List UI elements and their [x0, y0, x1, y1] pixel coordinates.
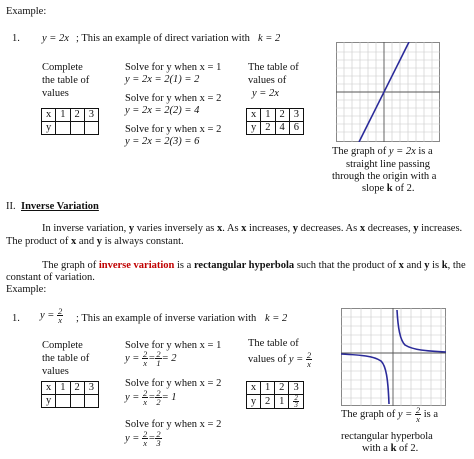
solve-title: Solve for y when x = 1 [125, 340, 222, 351]
table-cell [84, 122, 98, 135]
table-cell: x [42, 109, 56, 122]
table-cell [70, 122, 84, 135]
instruction-line: Complete [42, 340, 83, 351]
k-value-direct: k = 2 [258, 33, 281, 44]
solve-equation: y = 2x = 2(3) = 6 [125, 136, 200, 147]
table-cell: x [247, 109, 261, 122]
caption-slope [362, 183, 415, 194]
table-cell: x [247, 382, 261, 395]
result-label: The table of [248, 338, 299, 349]
result-label-with-eq: values of y = $\frac{2}{x}$ [248, 350, 312, 369]
section-title: Inverse Variation [21, 201, 99, 212]
caption-text: slope [362, 183, 385, 194]
instruction-line: the table of [42, 353, 90, 364]
caption-text: The graph of [332, 146, 387, 157]
solve-equation: y = 2x = 2(2) = 4 [125, 105, 200, 116]
table-cell: y [42, 395, 56, 408]
instruction-line: values [42, 366, 69, 377]
table-cell: y [42, 122, 56, 135]
table-cell: 1 [261, 382, 275, 395]
item-number-2: 1. [12, 313, 20, 324]
table-cell [56, 395, 70, 408]
example-heading-1: Example: [6, 6, 47, 17]
solve-title: Solve for y when x = 1 [125, 62, 222, 73]
table-cell: 2 [70, 382, 84, 395]
values-table-blank-1 [41, 108, 99, 135]
caption-text: of 2. [395, 183, 415, 194]
table-cell: 3 [289, 382, 304, 395]
paragraph-hyperbola-line1: The graph of inverse variation is a rectangular hyperbola such that the product of x and y is k, the [42, 260, 466, 271]
solve-title: Solve for y when x = 2 [125, 124, 222, 135]
table-cell: 3 [289, 109, 303, 122]
fraction: $\frac{2}{x}$ [58, 306, 63, 325]
table-cell: 2 [261, 395, 275, 409]
paragraph-inverse-line2: The product of x and y is always constant. [6, 236, 184, 247]
values-table-filled-2 [246, 381, 304, 409]
result-label: The table of [248, 62, 299, 73]
table-cell: 3 [84, 382, 98, 395]
description-direct: ; This an example of direct variation with [76, 33, 250, 44]
values-table-blank-2 [41, 381, 99, 408]
table-cell: 1 [275, 395, 289, 409]
k-value-inverse: k = 2 [265, 313, 288, 324]
example-heading-2: Example: [6, 284, 47, 295]
table-cell-fraction: $\frac{2}{3}$ [289, 395, 304, 409]
inverse-variation-graph [341, 308, 446, 406]
solve-equation: y = 2x = 2(1) = 2 [125, 74, 200, 85]
result-equation: y = 2x [252, 88, 279, 99]
table-cell: 2 [275, 382, 289, 395]
caption-text: is a [418, 146, 433, 157]
table-cell: 6 [289, 122, 303, 135]
equation-direct: y = 2x [42, 33, 69, 44]
table-cell [70, 395, 84, 408]
section-numeral: II. [6, 201, 16, 212]
table-cell: y [247, 122, 261, 135]
solve-title: Solve for y when x = 2 [125, 378, 222, 389]
table-cell: 2 [70, 109, 84, 122]
instruction-line: the table of [42, 75, 90, 86]
caption-line: through the origin with a [332, 171, 437, 182]
direct-variation-graph [336, 42, 440, 142]
table-cell: 3 [84, 109, 98, 122]
caption-equation: y = 2x [388, 146, 416, 157]
solve-title: Solve for y when x = 2 [125, 93, 222, 104]
description-inverse: ; This an example of inverse variation with [76, 313, 257, 324]
table-cell: 1 [56, 382, 70, 395]
caption-line: straight line passing [346, 159, 430, 170]
solve-equation: y = $\frac{2}{x}$ = $\frac{2}{2}$ = 1 [125, 388, 177, 407]
values-table-filled-1 [246, 108, 304, 135]
table-cell [56, 122, 70, 135]
graph-caption-1 [332, 146, 433, 157]
graph-caption-2: The graph of y = $\frac{2}{x}$ is a [341, 405, 439, 424]
instruction-line: values [42, 88, 69, 99]
caption-k: k [386, 183, 393, 194]
solve-title: Solve for y when x = 2 [125, 419, 222, 430]
table-cell: 2 [275, 109, 289, 122]
table-cell: 2 [261, 122, 275, 135]
table-cell: 1 [261, 109, 275, 122]
result-label: values of [248, 75, 287, 86]
instruction-line: Complete [42, 62, 83, 73]
table-cell: 4 [275, 122, 289, 135]
table-cell: x [42, 382, 56, 395]
caption-text: The graph of [341, 408, 396, 420]
caption-k-line: with a k of 2. [362, 443, 419, 454]
solve-equation: y = $\frac{2}{x}$ = $\frac{2}{1}$ = 2 [125, 349, 177, 368]
table-cell: 1 [56, 109, 70, 122]
inverse-variation-highlight: inverse variation [98, 260, 175, 271]
item-number-1: 1. [12, 33, 20, 44]
caption-equation: y = [397, 408, 413, 420]
paragraph-inverse-line1: In inverse variation, y varies inversely as x. As x increases, y decreases. As x decreases, y increases. [42, 223, 463, 234]
paragraph-hyperbola-line2: constant of variation. [6, 272, 95, 283]
table-cell [84, 395, 98, 408]
caption-text: is a [423, 408, 439, 420]
caption-line: rectangular hyperbola [341, 431, 433, 442]
equation-inverse: y = $\frac{2}{x}$ [40, 306, 63, 325]
solve-equation: y = $\frac{2}{x}$ = $\frac{2}{3}$ [125, 429, 161, 448]
table-cell: y [247, 395, 261, 409]
